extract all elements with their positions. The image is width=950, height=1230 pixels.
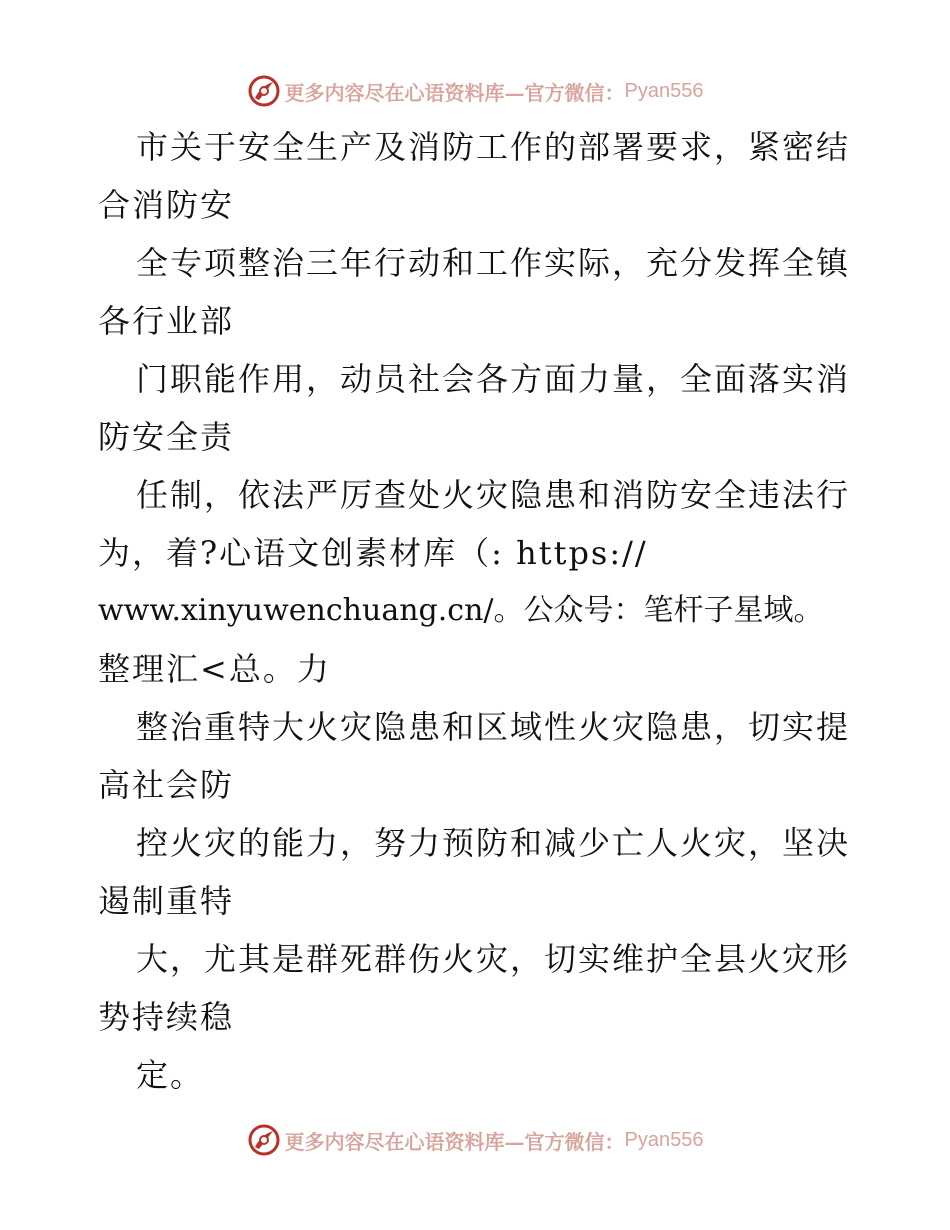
body-line: 各行业部 [98, 302, 235, 340]
body-line: 大，尤其是群死群伤火灾，切实维护全县火灾形 [136, 940, 851, 978]
document-body [98, 118, 858, 1104]
body-line: 防安全责 [98, 418, 235, 456]
body-line: 全专项整治三年行动和工作实际，充分发挥全镇 [136, 244, 851, 282]
body-line: 势持续稳 [98, 998, 235, 1036]
body-line: 控火灾的能力，努力预防和减少亡人火灾，坚决 [136, 824, 851, 862]
watermark-text: 更多内容尽在心语资料库—官方微信： [284, 1129, 625, 1154]
body-line: www.xinyuwenchuang.cn/。公众号：笔杆子星域。 [98, 593, 824, 628]
body-line: 门职能作用，动员社会各方面力量，全面落实消 [136, 360, 851, 398]
watermark-wechat-id: Pyan556 [624, 79, 704, 102]
footer-watermark [0, 1120, 950, 1160]
watermark-text: 更多内容尽在心语资料库—官方微信： [284, 80, 625, 105]
body-line: 任制，依法严厉查处火灾隐患和消防安全违法行 [136, 476, 851, 514]
body-line: 高社会防 [98, 766, 235, 804]
body-line: 整治重特大火灾隐患和区域性火灾隐患，切实提 [136, 708, 851, 746]
header-watermark [0, 71, 950, 111]
body-line: 市关于安全生产及消防工作的部署要求，紧密结 [136, 128, 851, 166]
brush-logo-icon [247, 74, 281, 108]
body-line: 合消防安 [98, 186, 235, 224]
brush-logo-icon [247, 1123, 281, 1157]
body-line: 定。 [136, 1056, 205, 1094]
watermark-wechat-id: Pyan556 [624, 1128, 704, 1151]
body-line: 整理汇<总。力 [98, 650, 331, 688]
body-line: 为，着?心语文创素材库（: https:// [98, 534, 648, 572]
body-line: 遏制重特 [98, 882, 235, 920]
